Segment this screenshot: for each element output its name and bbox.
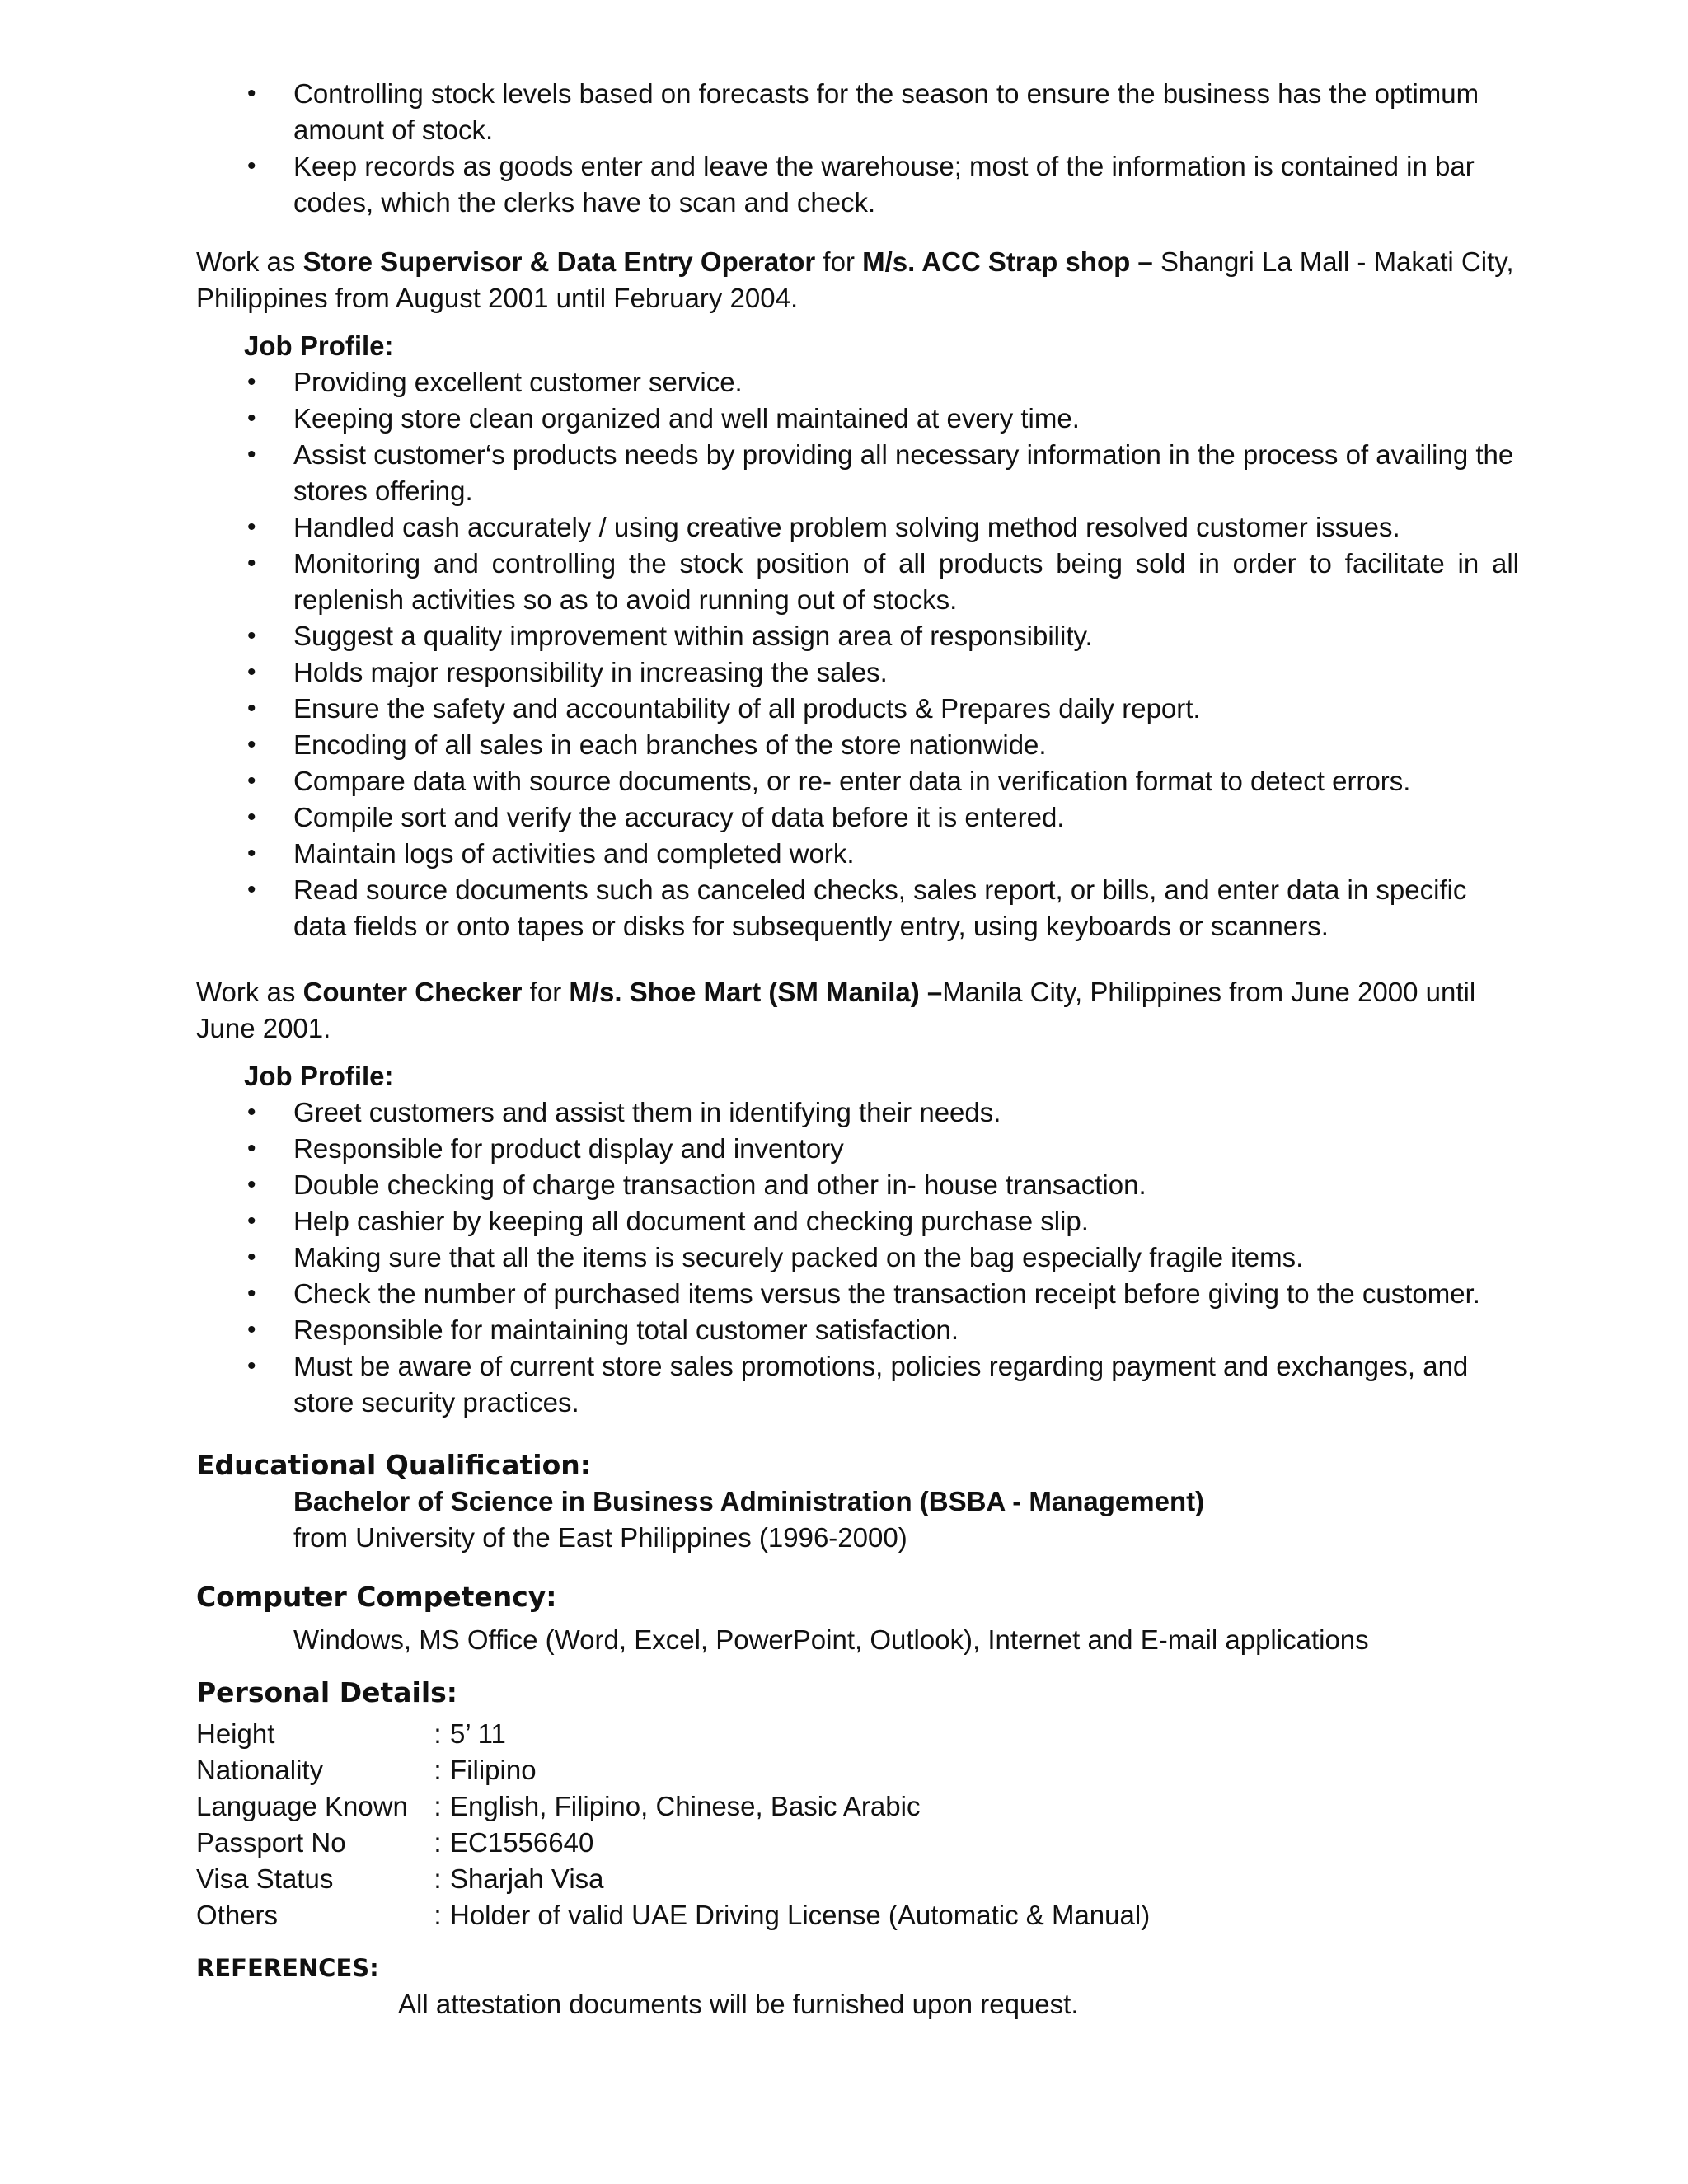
list-item: • Compare data with source documents, or re- enter data in verification format to detect errors. (196, 763, 1519, 799)
bullet-icon: • (247, 550, 256, 577)
list-item: • Keep records as goods enter and leave the warehouse; most of the information is contained in bar codes, which the clerks have to scan and check. (196, 148, 1519, 221)
bullet-icon: • (247, 731, 256, 758)
detail-separator: : (434, 1755, 442, 1785)
table-row (196, 1752, 1150, 1788)
bullet-icon: • (247, 1207, 256, 1235)
bullet-icon: • (247, 513, 256, 541)
list-item: • Holds major responsibility in increasing the sales. (196, 654, 1519, 691)
bullet-icon: • (247, 1244, 256, 1271)
detail-label: Others (196, 1900, 279, 1930)
list-item: • Making sure that all the items is securely packed on the bag especially fragile items. (196, 1240, 1519, 1276)
list-item: • Responsible for maintaining total customer satisfaction. (196, 1312, 1519, 1348)
job1-role: Store Supervisor & Data Entry Operator (302, 246, 816, 277)
job2-role: Counter Checker (302, 977, 523, 1007)
table-row (196, 1861, 1150, 1897)
list-item: • Maintain logs of activities and completed work. (196, 836, 1519, 872)
detail-label: Nationality (196, 1755, 324, 1785)
education-title: Educational Qualification: (196, 1449, 591, 1481)
personal-details-table (196, 1716, 1150, 1933)
bullet-icon: • (247, 368, 256, 396)
list-item: • Keeping store clean organized and well maintained at every time. (196, 401, 1519, 437)
bullet-icon: • (247, 405, 256, 432)
resume-content (196, 76, 1519, 2022)
bullet-icon: • (247, 80, 256, 107)
detail-separator: : (434, 1791, 442, 1821)
job1-bullet-list (196, 364, 1519, 944)
detail-value: EC1556640 (450, 1827, 594, 1858)
detail-separator: : (434, 1863, 442, 1894)
list-item: • Assist customer‘s products needs by providing all necessary information in the process of availing the stores offering. (196, 437, 1519, 509)
personal-title: Personal Details: (196, 1676, 457, 1708)
detail-value: 5’ 11 (450, 1718, 506, 1749)
detail-separator: : (434, 1900, 442, 1930)
references-title: REFERENCES: (196, 1954, 379, 1982)
list-item: • Double checking of charge transaction and other in- house transaction. (196, 1167, 1519, 1203)
bullet-icon: • (247, 876, 256, 903)
computer-title: Computer Competency: (196, 1581, 557, 1613)
education-degree: Bachelor of Science in Business Administration (BSBA - Management) (293, 1486, 1205, 1516)
detail-separator: : (434, 1718, 442, 1749)
table-row (196, 1825, 1150, 1861)
bullet-icon: • (247, 152, 256, 180)
detail-value: Holder of valid UAE Driving License (Automatic & Manual) (450, 1900, 1151, 1930)
list-item: • Monitoring and controlling the stock position of all products being sold in order to facilitate in all replenish activities so as to avoid running out of stocks. (196, 546, 1519, 618)
table-row (196, 1897, 1150, 1933)
job2-location: Manila City, Philippines from June 2000 until June 2001. (196, 977, 1476, 1043)
bullet-icon: • (247, 1099, 256, 1126)
job2-bullet-list (196, 1094, 1519, 1421)
list-item: • Read source documents such as canceled checks, sales report, or bills, and enter data in specific data fields or onto tapes or disks for subsequently entry, using keyboards or scanners. (196, 872, 1519, 944)
bullet-icon: • (247, 1135, 256, 1162)
detail-separator: : (434, 1827, 442, 1858)
list-item: • Responsible for product display and inventory (196, 1131, 1519, 1167)
list-item: • Suggest a quality improvement within assign area of responsibility. (196, 618, 1519, 654)
detail-label: Passport No (196, 1827, 346, 1858)
job2-profile-label: Job Profile: (244, 1061, 394, 1091)
job1-profile-label: Job Profile: (244, 330, 394, 361)
bullet-icon: • (247, 658, 256, 686)
intro-bullet-list (196, 76, 1519, 221)
computer-text: Windows, MS Office (Word, Excel, PowerPoint, Outlook), Internet and E-mail applications (293, 1624, 1369, 1655)
list-item: • Check the number of purchased items versus the transaction receipt before giving to the customer. (196, 1276, 1519, 1312)
list-item: • Handled cash accurately / using creative problem solving method resolved customer issues. (196, 509, 1519, 546)
bullet-icon: • (247, 1352, 256, 1380)
bullet-icon: • (247, 804, 256, 831)
education-school: from University of the East Philippines (1996-2000) (293, 1522, 907, 1553)
detail-label: Height (196, 1718, 275, 1749)
detail-value: Filipino (450, 1755, 537, 1785)
bullet-icon: • (247, 1171, 256, 1198)
detail-label: Language Known (196, 1791, 408, 1821)
list-item: • Controlling stock levels based on forecasts for the season to ensure the business has the optimum amount of stock. (196, 76, 1519, 148)
bullet-icon: • (247, 622, 256, 649)
references-text: All attestation documents will be furnished upon request. (398, 1989, 1079, 2019)
job2-heading: Work as Counter Checker for M/s. Shoe Mart (SM Manila) –Manila City, Philippines from June 2000 until June 2001. (196, 977, 1476, 1043)
job2-company: M/s. Shoe Mart (SM Manila) – (569, 977, 943, 1007)
bullet-icon: • (247, 695, 256, 722)
list-item: • Greet customers and assist them in identifying their needs. (196, 1094, 1519, 1131)
list-item: • Help cashier by keeping all document and checking purchase slip. (196, 1203, 1519, 1240)
list-item: • Providing excellent customer service. (196, 364, 1519, 401)
bullet-icon: • (247, 441, 256, 468)
detail-value: Sharjah Visa (450, 1863, 604, 1894)
bullet-icon: • (247, 1316, 256, 1343)
bullet-icon: • (247, 767, 256, 794)
job1-company: M/s. ACC Strap shop – (862, 246, 1153, 277)
list-item: • Encoding of all sales in each branches of the store nationwide. (196, 727, 1519, 763)
job1-heading: Work as Store Supervisor & Data Entry Operator for M/s. ACC Strap shop – Shangri La Mall - Makati City, Philippines from August 2001 until February 2004. (196, 246, 1514, 313)
list-item: • Ensure the safety and accountability of all products & Prepares daily report. (196, 691, 1519, 727)
table-row (196, 1788, 1150, 1825)
table-row (196, 1716, 1150, 1752)
job1-location: Shangri La Mall - Makati City, Philippines from August 2001 until February 2004. (196, 246, 1514, 313)
list-item: • Compile sort and verify the accuracy of data before it is entered. (196, 799, 1519, 836)
bullet-icon: • (247, 840, 256, 867)
detail-label: Visa Status (196, 1863, 334, 1894)
detail-value: English, Filipino, Chinese, Basic Arabic (450, 1791, 921, 1821)
list-item: • Must be aware of current store sales promotions, policies regarding payment and exchanges, and store security practices. (196, 1348, 1519, 1421)
bullet-icon: • (247, 1280, 256, 1307)
